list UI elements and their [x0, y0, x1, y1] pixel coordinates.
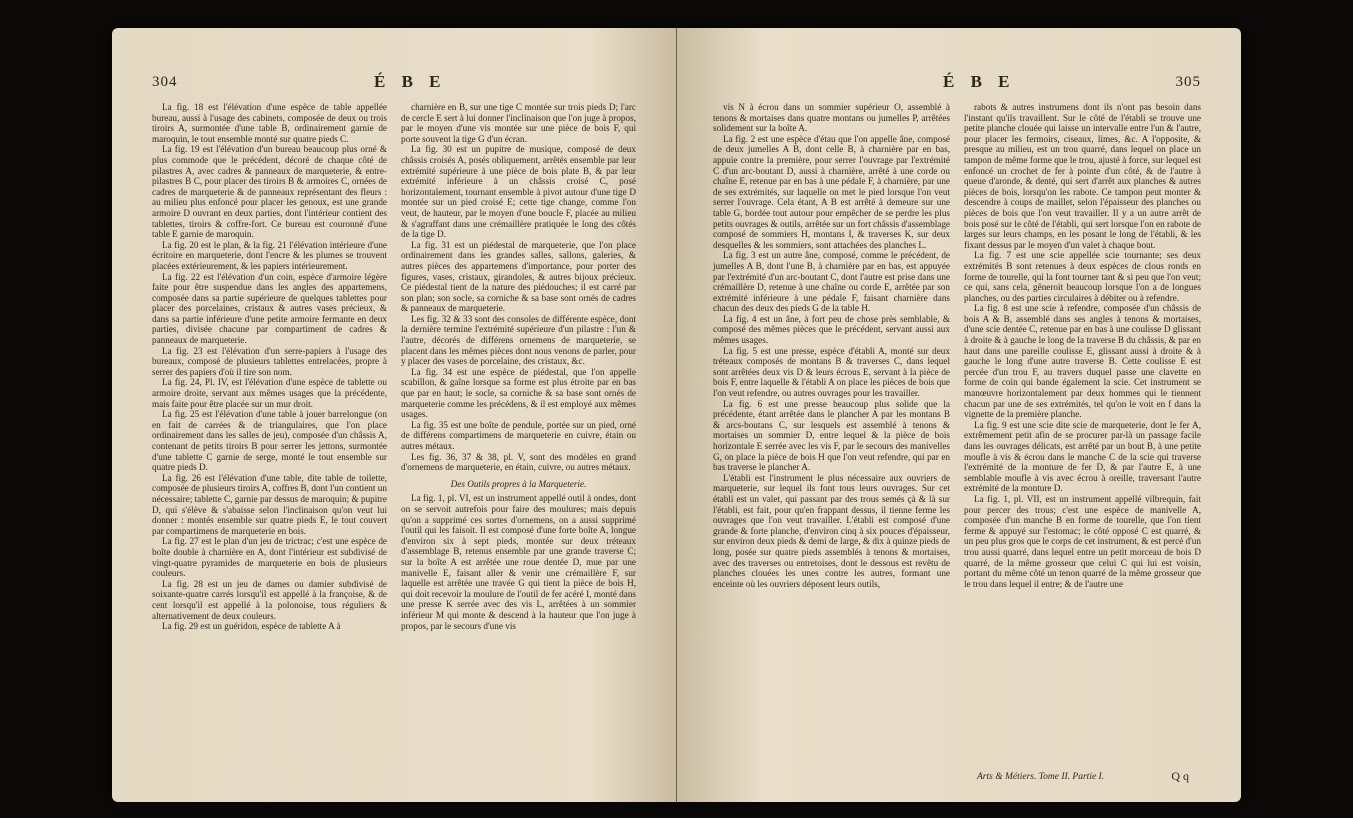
- paragraph: La fig. 19 est l'élévation d'un bureau beaucoup plus orné & plus commode que le précédent, décoré de chaque côté de pilastres A, avec cadres & panneaux de marqueterie, & entre-pilastres B C, pour placer des tiroirs B & armoires C, ornées de cadres de marqueterie & de panneaux représentant des fleurs : au milieu plus enfoncé pour placer les genoux, est une grande armoire D ouvrant en deux parties, dont l'intérieur contient des tablettes, tiroirs & coffre-fort. Ce bureau est couronné d'une table E garnie de maroquin.: [152, 144, 387, 240]
- text-column-left: [713, 102, 950, 589]
- paragraph: La fig. 8 est une scie à refendre, composée d'un châssis de bois A & B, assemblé dans ses angles à tenons & mortaises, d'une scie dentée C, retenue par en bas à une coulisse D glissant à droite & à gauche le long de la traverse B du châssis, & par en haut dans une pareille coulisse E, glissant aussi à droite & à gauche le long d'une autre traverse B. Cette coulisse E est percée d'un trou F, au travers duquel passe une clavette en forme de coin qui bande également la scie. Cet instrument se manœuvre horizontalement par deux hommes qui le tiennent chacun par une de ses extrémités, tel qu'on le voit en f dans la vignette de la première planche.: [964, 303, 1201, 420]
- paragraph: Les fig. 32 & 33 sont des consoles de différente espèce, dont la dernière termine l'extrémité supérieure d'un pilastre : l'un & l'autre, décorés de différens ornemens de marqueterie, se placent dans les mêmes pièces dont nous venons de parler, pour y placer des vases de porcelaine, des cristaux, &c.: [401, 313, 636, 367]
- paragraph: L'établi est l'instrument le plus nécessaire aux ouvriers de marqueterie, sur lequel ils font tous leurs ouvrages. Sur cet établi est un valet, qui passant par des trous semés çà & là sur l'établi, est fait, pour qu'en frappant dessus, il tienne ferme les ouvrages que l'on veut travailler. L'établi est composé d'une grande & forte planche, d'environ cinq à six pouces d'épaisseur, sur environ deux pieds & demi de large, & dix à quinze pieds de long, posée sur quatre pieds assemblés à tenons & mortaises, avec des traverses ou entretoises, dont le dessous est revêtu de planches clouées les unes contre les autres, formant une enceinte où les ouvriers déposent leurs outils,: [713, 472, 950, 589]
- text-columns: [713, 102, 1201, 589]
- text-column-left: [152, 102, 387, 632]
- paragraph: La fig. 31 est un piédestal de marqueterie, que l'on place ordinairement dans les grandes salles, sallons, galeries, & autres pièces des appartemens d'importance, pour porter des figures, vases, cristaux, girandoles, & autres bijoux précieux. Ce piédestal tient de la nature des piédouches; il est carré par son plan; son socle, sa corniche & sa base sont ornés de cadres & panneaux de marqueterie.: [401, 239, 636, 314]
- left-page: [112, 28, 676, 802]
- running-title: É B E: [374, 72, 447, 91]
- paragraph: rabots & autres instrumens dont ils n'ont pas besoin dans l'instant qu'ils travaillent. Sur le côté de l'établi se trouve une petite planche clouée qui laisse un intervalle entre l'un & l'autre, pour placer les fermoirs, ciseaux, limes, &c. A l'opposite, & presque au milieu, est un trou quarré, dans lequel on place un tampon de même forme que le trou, ajusté à force, sur lequel est enfoncé un crochet de fer à pointe d'un côté, & de l'autre à queue d'aronde, & denté, qui sert d'arrêt aux planches & autres pièces de bois, lorsqu'on les rabote. Ce tampon peut monter & descendre à coups de maillet, selon l'épaisseur des planches ou pièces de bois que l'on veut travailler. Il y a un autre arrêt de bois posé sur le côté de l'établi, qui sert lorsque l'on en rabote de larges sur leurs champs, en les posant le long de l'établi, & les fixant dessus par le moyen d'un valet à chaque bout.: [964, 102, 1201, 250]
- paragraph: La fig. 5 est une presse, espèce d'établi A, monté sur deux tréteaux composés de montans B & traverses C, dans lequel sont arrêtées deux vis D & leurs écrous E, servant à la pièce de bois F, entre laquelle & l'établi A on place les pièces de bois que l'on veut refendre, ou autres ouvrages pour les travailler.: [713, 345, 950, 399]
- paragraph: La fig. 20 est le plan, & la fig. 21 l'élévation intérieure d'une écritoire en marqueterie, dont l'encre & les plumes se trouvent placées extérieurement, & les papiers intérieurement.: [152, 239, 387, 271]
- paragraph: La fig. 29 est un guéridon, espèce de tablette A à: [162, 621, 341, 632]
- paragraph: vis N à écrou dans un sommier supérieur O, assemblé à tenons & mortaises dans quatre montans ou jumelles P, arrêtées solidement sur la boîte A.: [713, 102, 950, 134]
- paragraph: La fig. 6 est une presse beaucoup plus solide que la précédente, étant arrêtée dans le plancher A par les montans B & arcs-boutans C, sur lesquels est assemblé à tenons & mortaises un sommier D, entre lequel & la pièce de bois horizontale E serrée avec les vis F, par le secours des manivelles G, on place la pièce de bois H que l'on veut refendre, qui par en bas traverse le plancher A.: [713, 398, 950, 473]
- paragraph: La fig. 25 est l'élévation d'une table à jouer barrelongue (on en fait de carrées & de triangulaires, que l'on place ordinairement dans les salles de jeu), composée d'un châssis A, contenant de petits tiroirs B pour serrer les jettons, surmontée d'une tablette C garnie de serge, monté le tout ensemble sur quatre pieds D.: [152, 409, 387, 473]
- right-page: [677, 28, 1241, 802]
- text-column-right: [964, 102, 1201, 589]
- book-spread: [112, 28, 1241, 802]
- paragraph: La fig. 18 est l'élévation d'une espèce de table appellée bureau, aussi à l'usage des cabinets, composée de deux ou trois tiroirs A, surmontée d'une table B, ordinairement garnie de maroquin, le tout ensemble monté sur quatre pieds C.: [152, 102, 387, 144]
- signature-mark: Q q: [1171, 769, 1189, 783]
- paragraph: La fig. 24, Pl. IV, est l'élévation d'une espèce de tablette ou armoire droite, servant aux mêmes usages que la précédente, mais faite pour être placée sur un mur droit.: [152, 377, 387, 409]
- paragraph: La fig. 22 est l'élévation d'un coin, espèce d'armoire légère faite pour être suspendue dans les angles des appartemens, composée dans sa partie supérieure de quelques tablettes pour placer des porcelaines, cristaux & autres vases précieux, & dans sa partie inférieure d'une petite armoire fermante en deux parties, divisée chacune par compartiment de cadres & panneaux de marqueterie.: [152, 271, 387, 346]
- paragraph: La fig. 35 est une boîte de pendule, portée sur un pied, orné de différens compartimens de marqueterie en cuivre, étain ou autres métaux.: [401, 419, 636, 451]
- paragraph: La fig. 2 est une espèce d'étau que l'on appelle âne, composé de deux jumelles A B, dont celle B, à charnière par en bas, appuie contre la première, pour serrer l'ouvrage par l'extrémité C d'un arc-boutant D, aussi à charnière, arrêté à une corde ou chaîne E, retenue par en bas à une pédale F, à charnière, par une de ses extrémités, sur laquelle on met le pied lorsque l'on veut serrer l'ouvrage. Cela étant, A B est arrêté à demeure sur une table G, bordée tout autour pour empêcher de se perdre les plus petits ouvrages & outils, arrêtée sur un fort châssis d'assemblage composé de sommiers H, montans I, & traverses K, sur deux desquelles & les sommiers, sont attachées des planches L.: [713, 133, 950, 250]
- text-columns: [152, 102, 636, 632]
- paragraph: La fig. 23 est l'élévation d'un serre-papiers à l'usage des bureaux, composé de plusieurs tablettes entrelacées, propre à serrer des papiers d'où il tire son nom.: [152, 345, 387, 377]
- paragraph: La fig. 4 est un âne, à fort peu de chose près semblable, & composé des mêmes pièces que le précédent, servant aussi aux mêmes usages.: [713, 313, 950, 346]
- page-number: 304: [152, 74, 178, 90]
- paragraph: La fig. 7 est une scie appellée scie tournante; ses deux extrémités B sont retenues à deux espèces de clous ronds en forme de tourelle, qui la font tourner tant & si peu que l'on veut; ce qui, sans cela, gêneroit beaucoup lorsque l'on a de longues planches, ou des parties circulaires à débiter ou à refendre.: [964, 250, 1201, 303]
- section-heading: Des Outils propres à la Marqueterie.: [450, 478, 587, 489]
- paragraph: La fig. 26 est l'élévation d'une table, dite table de toilette, composée de plusieurs tiroirs A, coffres B, dont l'un contient un nécessaire; tablette C, garnie par dessus de maroquin; & pupitre D, qui s'élève & s'abaisse selon l'inclinaison qu'on veut lui donner : montés ensemble sur quatre pieds E, le tout couvert par compartimens de marqueterie en bois.: [152, 472, 387, 536]
- paragraph: La fig. 30 est un pupitre de musique, composé de deux châssis croisés A, posés obliquement, arrêtés ensemble par leur extrémité supérieure à une pièce de bois plate B, & par leur extrémité inférieure à un châssis croisé C, posé horizontalement, tournant ensemble à pivot autour d'une tige D montée sur un pied croisé E; cette tige change, comme l'on veut, de hauteur, par le moyen d'une boucle F, placée au milieu & s'agraffant dans une crémaillère pratiquée le long des côtés de la tige D.: [401, 144, 636, 240]
- paragraph: La fig. 3 est un autre âne, composé, comme le précédent, de jumelles A B, dont l'une B, à charnière par en bas, est appuyée par l'extrémité d'un arc-boutant C, dont l'autre est prise dans une crémaillère D, retenue à une chaîne ou corde E, arrêtée par son extrémité inférieure à une pédale F, faisant charnière dans chacun des deux des pieds G de la table H.: [713, 250, 950, 314]
- page-number: 305: [1175, 74, 1201, 90]
- paragraph: La fig. 9 est une scie dite scie de marqueterie, dont le fer A, extrêmement petit afin de se procurer par-là un passage facile dans les ouvrages délicats, est arrêté par un bout B, à une petite moufle à vis & écrou dans le manche C de la scie qui traverse l'extrémité de la monture de fer D, & par l'autre E, à une semblable moufle à vis avec écrou à oreille, traversant l'autre extrémité de la monture D.: [964, 419, 1201, 494]
- paragraph: La fig. 28 est un jeu de dames ou damier subdivisé de soixante-quatre carrés lorsqu'il est appellé à la françoise, & de cent lorsqu'il est appellé à la polonoise, tous réguliers & alternativement de deux couleurs.: [152, 578, 387, 621]
- paragraph: La fig. 27 est le plan d'un jeu de trictrac; c'est une espèce de boîte double à charnière en A, dont l'intérieur est subdivisé de vingt-quatre pyramides de marqueterie en bois de plusieurs couleurs.: [152, 536, 387, 579]
- paragraph: La fig. 34 est une espèce de piédestal, que l'on appelle scabillon, & gaîne lorsque sa forme est plus étroite par en bas que par en haut; le socle, sa corniche & sa base sont ornés de marqueterie comme les précédens, & il est employé aux mêmes usages.: [401, 366, 636, 420]
- paragraph: Les fig. 36, 37 & 38, pl. V, sont des modèles en grand d'ornemens de marqueterie, en étain, cuivre, ou autres métaux.: [401, 451, 636, 473]
- paragraph: charnière en B, sur une tige C montée sur trois pieds D; l'arc de cercle E sert à lui donner l'inclinaison que l'on juge à propos, par le moyen d'une vis montée sur une pièce de bois F, qui porte souvent la tige G d'un écran.: [401, 102, 636, 144]
- footer-title: Arts & Métiers. Tome II. Partie I.: [977, 772, 1105, 782]
- paragraph: La fig. 1, pl. VI, est un instrument appellé outil à ondes, dont on se servoit autrefois pour faire des moulures; mais depuis qu'on a supprimé ces sortes d'ornemens, on a aussi supprimé l'outil qui les faisoit. Il est composé d'une forte boîte A, longue d'environ six à sept pieds, montée sur deux tréteaux d'assemblage B, retenus ensemble par une grande traverse C; sur la boîte A est arrêtée une roue dentée D, mue par une manivelle E, faisant aller & venir une crémaillère F, sur laquelle est arrêtée une travée G qui tient la pièce de bois H, qui doit recevoir la moulure de l'outil de fer acéré I, monté dans une presse K serrée avec des vis L, arrêtées à un sommier inférieur M qui monte & descend à la hauteur que l'on juge à propos, par le secours d'une vis: [401, 493, 636, 631]
- paragraph: La fig. 1, pl. VII, est un instrument appellé vilbrequin, fait pour percer des trous; c'est une espèce de manivelle A, composée d'un manche B en forme de tourelle, que l'on tient ferme & appuyé sur l'estomac; le côté opposé C est quarré, & un peu plus gros que le corps de cet instrument, & est percé d'un trou aussi quarré, dans lequel entre un petit morceau de bois D quarré, de la même grosseur que celui C qui lui est voisin, portant du même côté un tenon quarré de la même grosseur que le trou dans lequel il entre; & de l'autre une: [964, 493, 1201, 589]
- text-column-right: [401, 102, 636, 632]
- running-title: É B E: [943, 72, 1016, 91]
